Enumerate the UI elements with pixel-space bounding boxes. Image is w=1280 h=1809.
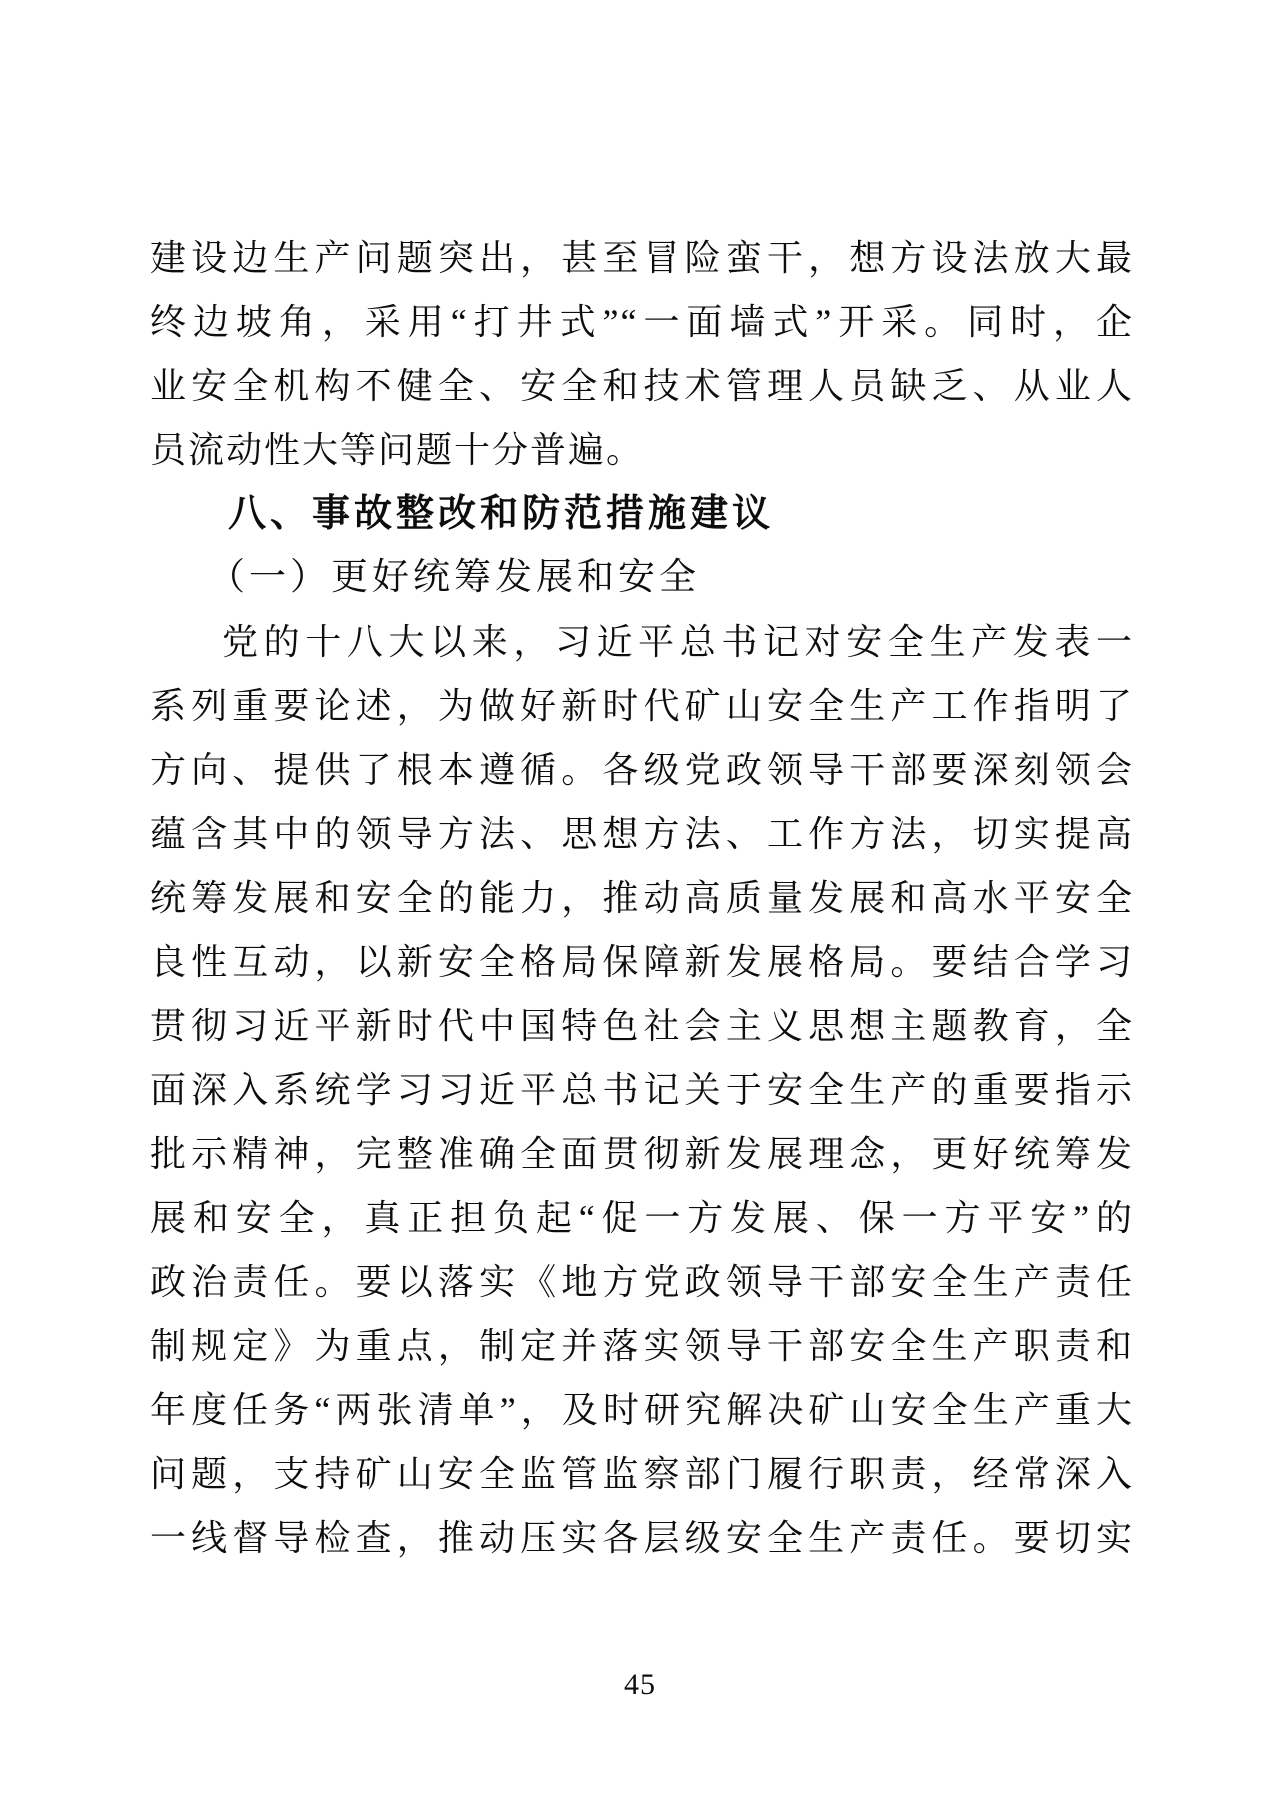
document-content [150, 226, 1134, 1570]
text-line: 良性互动，以新安全格局保障新发展格局。要结合学习 [150, 942, 1134, 982]
text-line: 系列重要论述，为做好新时代矿山安全生产工作指明了 [150, 686, 1134, 726]
text-line: 建设边生产问题突出，甚至冒险蛮干，想方设法放大最 [150, 238, 1134, 278]
text-line: 一线督导检查，推动压实各层级安全生产责任。要切实 [150, 1518, 1134, 1558]
page-number: 45 [624, 1668, 656, 1701]
text-line: 问题，支持矿山安全监管监察部门履行职责，经常深入 [150, 1454, 1134, 1494]
text-line: 蕴含其中的领导方法、思想方法、工作方法，切实提高 [150, 814, 1134, 854]
text-line: 年度任务“两张清单”，及时研究解决矿山安全生产重大 [150, 1390, 1134, 1430]
text-line: 展和安全，真正担负起“促一方发展、保一方平安”的 [150, 1198, 1134, 1238]
text-line: 方向、提供了根本遵循。各级党政领导干部要深刻领会 [150, 750, 1134, 790]
text-line: 批示精神，完整准确全面贯彻新发展理念，更好统筹发 [150, 1134, 1134, 1174]
text-line: 业安全机构不健全、安全和技术管理人员缺乏、从业人 [150, 366, 1134, 406]
text-line: 统筹发展和安全的能力，推动高质量发展和高水平安全 [150, 878, 1134, 918]
page-footer [0, 1668, 1280, 1702]
text-line: 贯彻习近平新时代中国特色社会主义思想主题教育，全 [150, 1006, 1134, 1046]
text-line: 制规定》为重点，制定并落实领导干部安全生产职责和 [150, 1326, 1134, 1366]
subsection-heading: （一）更好统筹发展和安全 [208, 557, 700, 598]
text-line: 党的十八大以来，习近平总书记对安全生产发表一 [222, 622, 1134, 662]
text-line: 员流动性大等问题十分普遍。 [150, 430, 645, 470]
text-line: 政治责任。要以落实《地方党政领导干部安全生产责任 [150, 1262, 1134, 1302]
text-line: 面深入系统学习习近平总书记关于安全生产的重要指示 [150, 1070, 1134, 1110]
text-line: 终边坡角，采用“打井式”“一面墙式”开采。同时，企 [150, 302, 1134, 342]
section-heading: 八、事故整改和防范措施建议 [228, 493, 775, 535]
